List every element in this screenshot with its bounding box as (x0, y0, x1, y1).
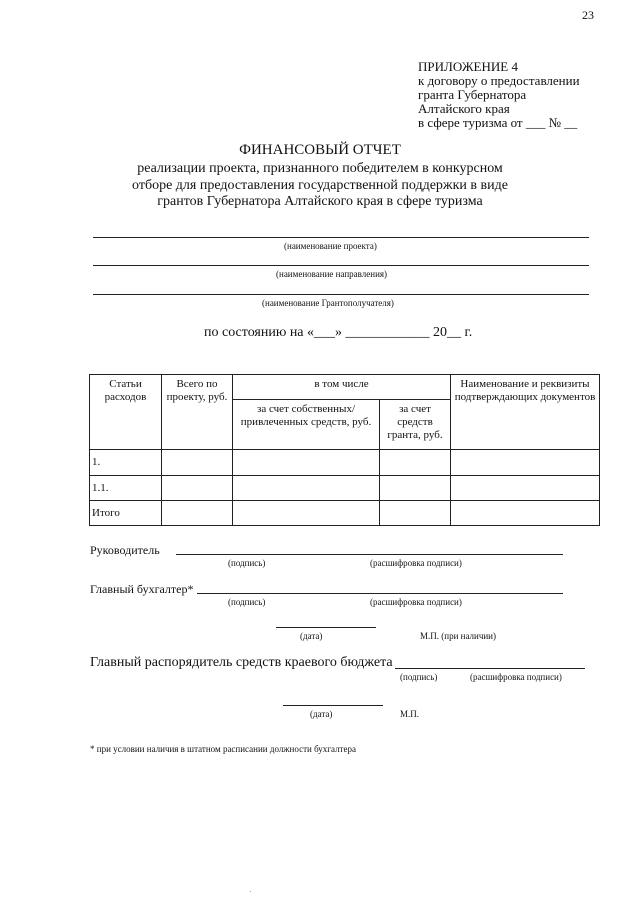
header-including: в том числе (233, 375, 451, 400)
signature-caption: (подпись) (228, 558, 266, 568)
date-caption: (дата) (310, 709, 333, 719)
table-row (90, 476, 600, 501)
date-caption: (дата) (300, 631, 323, 641)
appendix-line: гранта Губернатора (418, 87, 527, 102)
header-documents: Наименование и реквизиты подтверждающих документов (451, 375, 600, 450)
date-line[interactable] (276, 627, 376, 628)
footnote: * при условии наличия в штатном расписании должности бухгалтера (90, 744, 356, 754)
budget-manager-label: Главный распорядитель средств краевого бюджета (90, 655, 393, 670)
project-caption: (наименование проекта) (284, 241, 377, 251)
grantee-line[interactable] (93, 294, 589, 295)
chief-accountant-signature-line[interactable] (197, 593, 563, 594)
document-subtitle: реализации проекта, признанного победителем в конкурсном отборе для предоставления государственной поддержки в виде грантов Губернатора Алтайского края в сфере туризма (132, 161, 508, 209)
appendix-line: к договору о предоставлении (418, 73, 580, 88)
table-cell[interactable] (451, 501, 600, 526)
budget-date-line[interactable] (283, 705, 383, 706)
header-expense-items: Статьи расходов (90, 375, 162, 450)
header-grant-funds: за счет средств гранта, руб. (380, 400, 451, 450)
table-cell[interactable] (162, 476, 233, 501)
page-number: 23 (582, 8, 594, 22)
table-cell[interactable] (451, 476, 600, 501)
table-cell[interactable] (233, 476, 380, 501)
row-label: Итого (90, 501, 162, 526)
table-cell[interactable] (380, 501, 451, 526)
budget-manager-signature-line[interactable] (395, 668, 585, 669)
chief-accountant-label: Главный бухгалтер* (90, 582, 194, 596)
table-cell[interactable] (162, 501, 233, 526)
table-cell[interactable] (380, 450, 451, 476)
decoding-caption: (расшифровка подписи) (470, 672, 562, 682)
appendix-block (418, 60, 580, 130)
signature-caption: (подпись) (400, 672, 438, 682)
stamp: М.П. (400, 709, 420, 719)
row-label: 1. (90, 450, 162, 476)
direction-caption: (наименование направления) (276, 269, 388, 279)
table-row (90, 501, 600, 526)
appendix-line: ПРИЛОЖЕНИЕ 4 (418, 59, 518, 74)
signature-caption: (подпись) (228, 597, 266, 607)
header-own-funds: за счет собственных/привлеченных средств, руб. (233, 400, 380, 450)
table-cell[interactable] (380, 476, 451, 501)
project-name-line[interactable] (93, 237, 589, 238)
as-of-date: по состоянию на «___» ____________ 20__ г. (204, 325, 473, 340)
table-row (90, 450, 600, 476)
head-label: Руководитель (90, 543, 160, 557)
bottom-mark: . (250, 888, 252, 894)
header-total: Всего по проекту, руб. (162, 375, 233, 450)
document-title: ФИНАНСОВЫЙ ОТЧЕТ (239, 142, 401, 158)
row-label: 1.1. (90, 476, 162, 501)
stamp-optional: М.П. (при наличии) (420, 631, 496, 641)
appendix-line: Алтайского края (418, 101, 510, 116)
financial-report-table (89, 374, 600, 526)
head-signature-line[interactable] (176, 554, 563, 555)
decoding-caption: (расшифровка подписи) (370, 597, 462, 607)
table-cell[interactable] (233, 501, 380, 526)
table-cell[interactable] (451, 450, 600, 476)
decoding-caption: (расшифровка подписи) (370, 558, 462, 568)
table-cell[interactable] (162, 450, 233, 476)
appendix-line: в сфере туризма от ___ № __ (418, 115, 578, 130)
direction-line[interactable] (93, 265, 589, 266)
grantee-caption: (наименование Грантополучателя) (262, 298, 394, 308)
table-cell[interactable] (233, 450, 380, 476)
